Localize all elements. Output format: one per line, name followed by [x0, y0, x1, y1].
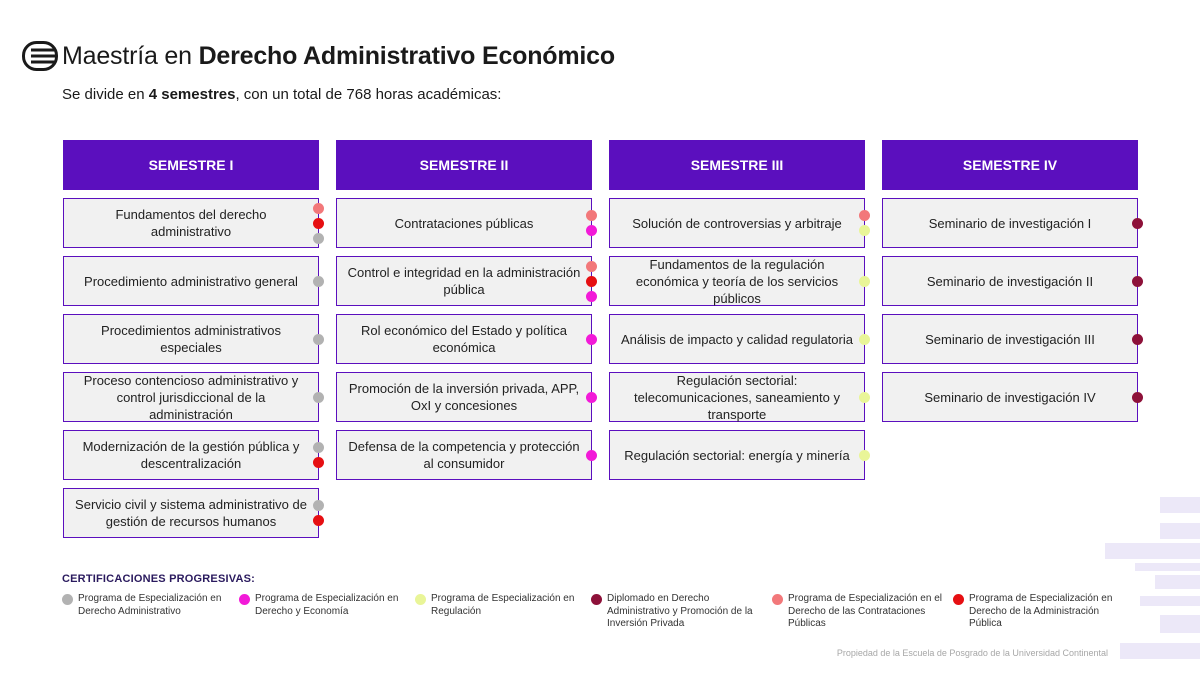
- legend-item: [772, 593, 947, 631]
- certification-dots: [586, 431, 597, 479]
- course-box: [882, 198, 1138, 248]
- certification-dots: [313, 489, 324, 537]
- decorative-stripe: [1160, 615, 1200, 633]
- semester-column: [609, 140, 865, 480]
- course-box: [63, 430, 319, 480]
- certification-dot-gray: [313, 334, 324, 345]
- certification-dot-red: [313, 457, 324, 468]
- certification-dots: [859, 315, 870, 363]
- semester-header: SEMESTRE III: [609, 140, 865, 190]
- footer-copyright: Propiedad de la Escuela de Posgrado de la Universidad Continental: [836, 648, 1108, 658]
- certification-dots: [313, 199, 324, 247]
- certification-dot-lime: [859, 276, 870, 287]
- certifications-title: CERTIFICACIONES PROGRESIVAS:: [62, 573, 256, 585]
- certification-dots: [313, 257, 324, 305]
- course-box: [336, 198, 592, 248]
- course-box: [609, 198, 865, 248]
- course-name: Rol económico del Estado y política económica: [361, 323, 567, 355]
- decorative-stripe: [1105, 543, 1200, 559]
- certification-dot-red: [586, 276, 597, 287]
- legend-label: Programa de Especialización en el Derecho de las Contrataciones Públicas: [788, 593, 942, 629]
- course-name: Regulación sectorial: energía y minería: [624, 447, 850, 463]
- decorative-stripe: [1160, 523, 1200, 539]
- legend-item: [591, 593, 766, 631]
- course-name: Procedimientos administrativos especiales: [101, 323, 281, 355]
- certification-dot-magenta: [586, 450, 597, 461]
- page-subtitle: [62, 85, 501, 105]
- certification-dot-red: [313, 218, 324, 229]
- course-box: [63, 314, 319, 364]
- decorative-stripe: [1120, 643, 1200, 659]
- course-box: [63, 488, 319, 538]
- certification-dot-magenta: [586, 392, 597, 403]
- certification-dot-wine: [1132, 334, 1143, 345]
- certification-dot-lime: [859, 225, 870, 236]
- legend-label: Programa de Especialización en Regulación: [431, 593, 575, 617]
- legend-dot-salmon: [772, 594, 783, 605]
- semester-column: [882, 140, 1138, 422]
- certification-dot-salmon: [313, 203, 324, 214]
- legend-label: Diplomado en Derecho Administrativo y Promoción de la Inversión Privada: [607, 593, 753, 629]
- certification-dot-lime: [859, 334, 870, 345]
- certification-dots: [586, 257, 597, 305]
- certification-dots: [1132, 373, 1143, 421]
- course-name: Seminario de investigación IV: [924, 389, 1096, 405]
- legend-dot-red: [953, 594, 964, 605]
- course-box: [336, 256, 592, 306]
- certification-dot-lime: [859, 392, 870, 403]
- decorative-stripe: [1140, 596, 1200, 606]
- certification-dots: [586, 373, 597, 421]
- legend-item: [239, 593, 411, 618]
- course-box: [609, 256, 865, 306]
- certification-dot-salmon: [859, 210, 870, 221]
- decorative-stripe: [1135, 563, 1200, 571]
- certification-dots: [859, 431, 870, 479]
- certification-dot-gray: [313, 442, 324, 453]
- certification-dot-red: [313, 515, 324, 526]
- certification-dot-wine: [1132, 218, 1143, 229]
- certification-dot-gray: [313, 392, 324, 403]
- course-name: Análisis de impacto y calidad regulatoria: [621, 331, 853, 347]
- course-box: [63, 372, 319, 422]
- course-name: Defensa de la competencia y protección al consumidor: [348, 439, 580, 471]
- certification-dots: [313, 315, 324, 363]
- certification-dot-salmon: [586, 210, 597, 221]
- semester-column: [336, 140, 592, 480]
- course-box: [609, 314, 865, 364]
- certification-dots: [1132, 257, 1143, 305]
- course-box: [336, 430, 592, 480]
- course-box: [63, 256, 319, 306]
- certification-dots: [586, 199, 597, 247]
- certification-dots: [313, 431, 324, 479]
- decorative-stripe: [1160, 497, 1200, 513]
- certification-dot-lime: [859, 450, 870, 461]
- certification-dots: [313, 373, 324, 421]
- course-name: Seminario de investigación III: [925, 331, 1095, 347]
- certification-dot-magenta: [586, 225, 597, 236]
- course-box: [882, 256, 1138, 306]
- certification-dot-wine: [1132, 392, 1143, 403]
- certification-dots: [859, 257, 870, 305]
- legend-item: [415, 593, 587, 618]
- legend-dot-lime: [415, 594, 426, 605]
- course-box: [609, 372, 865, 422]
- course-box: [63, 198, 319, 248]
- certification-dots: [1132, 199, 1143, 247]
- legend-dot-gray: [62, 594, 73, 605]
- subtitle-post: , con un total de 768 horas académicas:: [235, 86, 502, 103]
- course-name: Control e integridad en la administración pública: [347, 265, 581, 297]
- course-name: Seminario de investigación II: [926, 273, 1094, 289]
- course-name: Promoción de la inversión privada, APP, OxI y concesiones: [348, 381, 580, 413]
- course-box: [336, 314, 592, 364]
- course-name: Seminario de investigación I: [928, 215, 1092, 231]
- course-box: [882, 314, 1138, 364]
- certification-dots: [859, 373, 870, 421]
- semester-column: [63, 140, 319, 538]
- certification-dot-gray: [313, 276, 324, 287]
- legend-item: [62, 593, 234, 618]
- legend-label: Programa de Especialización en Derecho y Economía: [255, 593, 399, 617]
- certification-dot-gray: [313, 233, 324, 244]
- course-name: Modernización de la gestión pública y descentralización: [82, 439, 300, 471]
- course-name: Contrataciones públicas: [394, 215, 534, 231]
- university-logo-icon: [22, 41, 58, 71]
- certification-dot-magenta: [586, 334, 597, 345]
- course-box: [609, 430, 865, 480]
- course-name: Fundamentos de la regulación económica y teoría de los servicios públicos: [635, 256, 839, 306]
- course-name: Proceso contencioso administrativo y control jurisdiccional de la administración: [83, 372, 299, 422]
- course-name: Solución de controversias y arbitraje: [632, 215, 842, 231]
- title-prefix: Maestría en: [62, 42, 199, 70]
- course-name: Servicio civil y sistema administrativo de gestión de recursos humanos: [75, 497, 307, 529]
- legend-dot-wine: [591, 594, 602, 605]
- certification-dots: [1132, 315, 1143, 363]
- semester-header: SEMESTRE I: [63, 140, 319, 190]
- course-box: [336, 372, 592, 422]
- subtitle-pre: Se divide en: [62, 86, 149, 103]
- course-box: [882, 372, 1138, 422]
- semester-header: SEMESTRE II: [336, 140, 592, 190]
- legend-label: Programa de Especialización en Derecho Administrativo: [78, 593, 222, 617]
- title-bold: Derecho Administrativo Económico: [198, 42, 615, 70]
- legend-label: Programa de Especialización en Derecho de la Administración Pública: [969, 593, 1113, 629]
- certification-dot-wine: [1132, 276, 1143, 287]
- semester-header: SEMESTRE IV: [882, 140, 1138, 190]
- subtitle-bold: 4 semestres: [148, 86, 236, 103]
- certification-dot-magenta: [586, 291, 597, 302]
- certification-dot-salmon: [586, 261, 597, 272]
- course-name: Regulación sectorial: telecomunicaciones, saneamiento y transporte: [634, 372, 840, 422]
- page-title: [62, 40, 615, 72]
- certification-dots: [586, 315, 597, 363]
- legend-item: [953, 593, 1123, 631]
- certification-dot-gray: [313, 500, 324, 511]
- legend-dot-magenta: [239, 594, 250, 605]
- decorative-stripe: [1155, 575, 1200, 589]
- course-name: Fundamentos del derecho administrativo: [115, 207, 267, 239]
- certification-dots: [859, 199, 870, 247]
- course-name: Procedimiento administrativo general: [84, 273, 298, 289]
